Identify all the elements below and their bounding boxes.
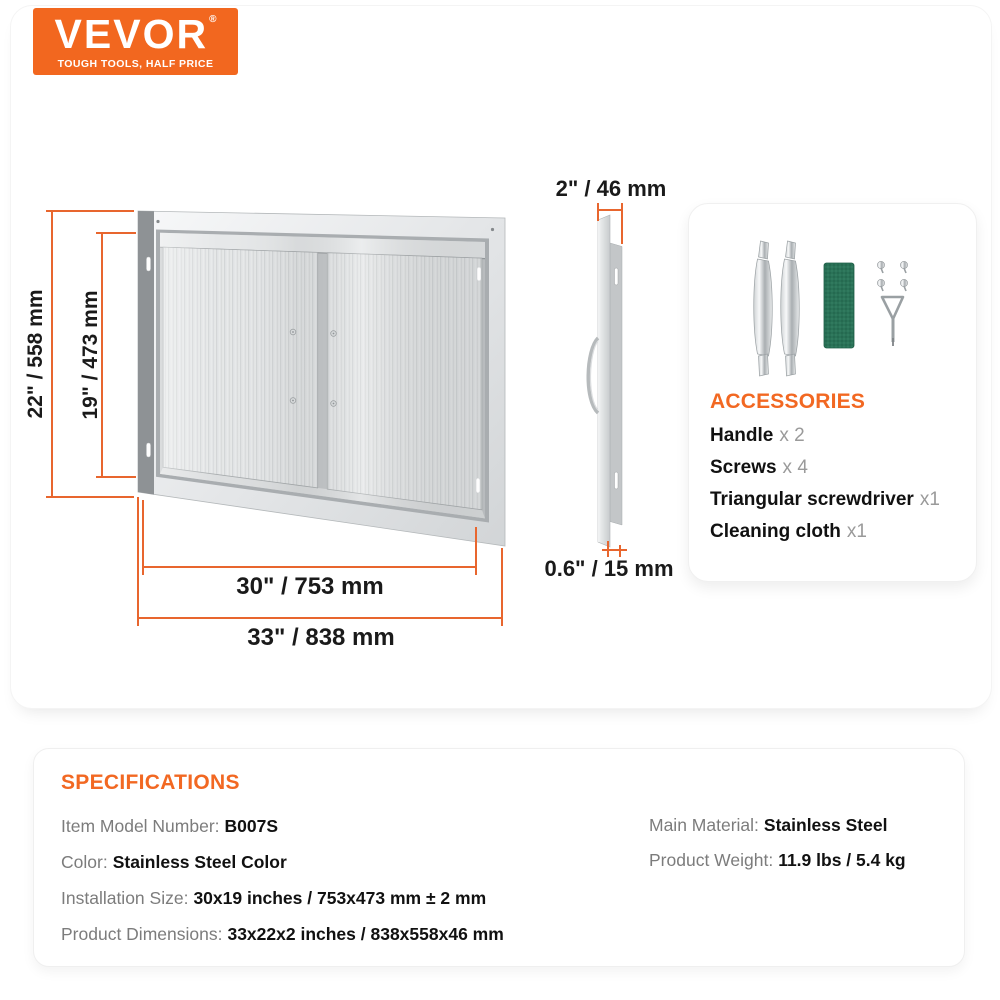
frame-corner-screw-right [491,228,494,231]
specifications-right-column [649,808,906,878]
accessories-list [710,420,966,548]
door-left-side-edge [138,211,154,495]
accessories-card [688,203,977,582]
accessory-item-handle: Handle x 2 [710,425,805,446]
spec-product-dimensions: Product Dimensions: 33x22x2 inches / 838x558x46 mm [61,924,504,944]
spec-color: Color: Stainless Steel Color [61,852,287,872]
flange-thickness-label: 0.6" / 15 mm [544,556,674,581]
registered-trademark-icon: ® [209,13,217,25]
accessories-items-illustration [689,204,976,389]
outer-width-label: 33" / 838 mm [247,624,395,651]
side-blade [598,215,610,547]
screws-icon [877,261,907,291]
door-sheen [160,233,485,519]
specifications-card [33,748,965,967]
inner-height-dimension-line [96,233,136,477]
depth-label: 2" / 46 mm [555,176,667,201]
side-slot-bottom [615,472,619,489]
door-side-illustration [588,215,622,547]
spec-main-material: Main Material: Stainless Steel [649,815,888,835]
logo-brand-text: VEVOR [54,10,209,57]
spec-installation-size: Installation Size: 30x19 inches / 753x473 mm ± 2 mm [61,888,487,908]
door-front-illustration [138,211,505,546]
side-slot-top [615,268,619,285]
triangular-screwdriver-icon [882,297,903,346]
accessory-item-cleaning-cloth: Cleaning cloth x1 [710,521,867,542]
inner-height-label: 19" / 473 mm [79,290,102,420]
frame-corner-screw-left [156,220,159,223]
accessories-title: ACCESSORIES [710,390,866,413]
accessory-item-screwdriver: Triangular screwdriver x1 [710,489,940,510]
inner-width-label: 30" / 753 mm [236,573,384,600]
specifications-left-column [61,808,504,952]
cleaning-pad-icon [824,263,854,348]
spec-product-weight: Product Weight: 11.9 lbs / 5.4 kg [649,850,906,870]
accessory-item-screws: Screws x 4 [710,457,808,478]
spec-item-model-number: Item Model Number: B007S [61,816,279,836]
specifications-title: SPECIFICATIONS [61,771,240,794]
logo-tagline: TOUGH TOOLS, HALF PRICE [57,57,214,70]
handle-icon [754,241,800,376]
outer-height-label: 22" / 558 mm [24,289,47,419]
